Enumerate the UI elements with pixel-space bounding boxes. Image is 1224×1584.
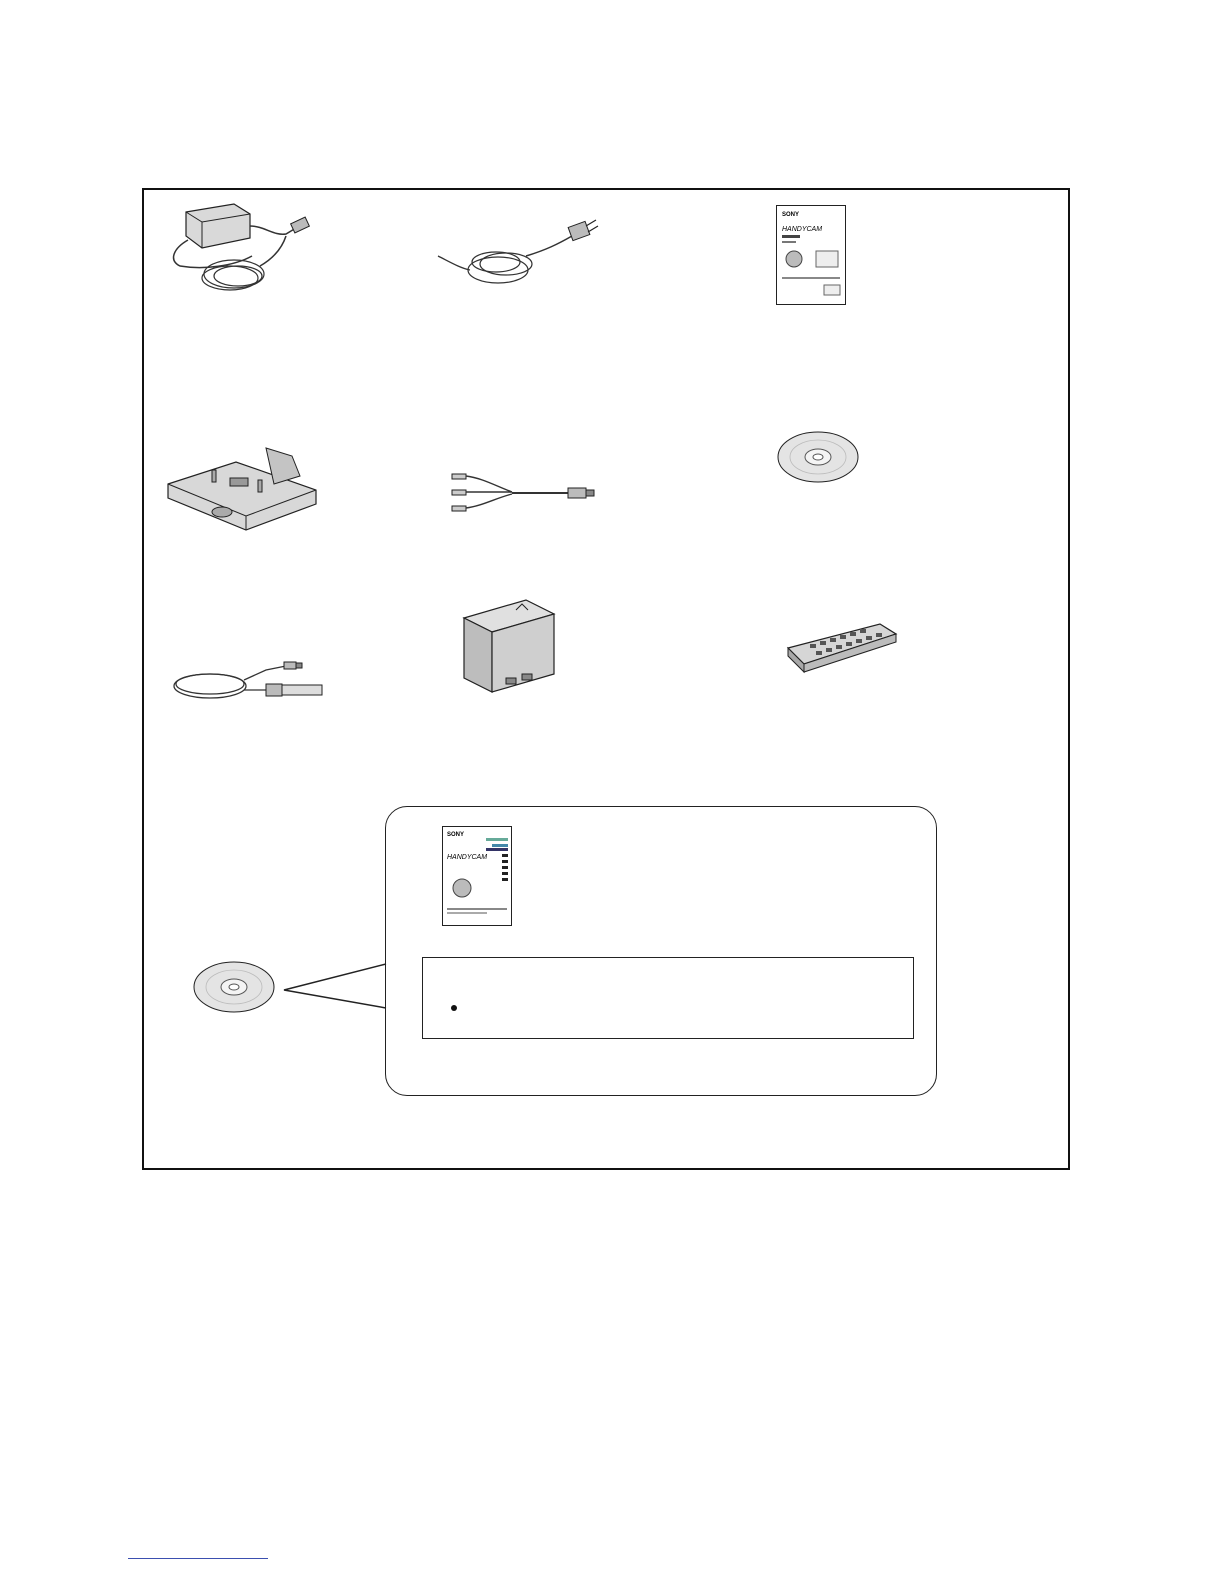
booklet-product-text: HANDYCAM: [782, 226, 823, 233]
docking-station-icon: [166, 442, 322, 532]
battery-pack-icon: [456, 596, 560, 696]
handbook-brand-text: SONY: [447, 832, 465, 838]
cd-rom-icon: [192, 960, 276, 1014]
power-cord-icon: [436, 204, 606, 294]
bullet-icon: [451, 1005, 457, 1011]
usb-cable-icon: [166, 650, 326, 702]
av-cable-icon: [442, 468, 602, 518]
note-box: [422, 957, 914, 1039]
manual-booklet-icon: [776, 205, 846, 305]
cd-rom-icon: [776, 430, 860, 484]
ac-adaptor-icon: [164, 196, 324, 300]
booklet-brand-text: SONY: [782, 212, 800, 218]
handbook-product-text: HANDYCAM: [447, 854, 488, 861]
remote-control-icon: [786, 620, 898, 676]
callout-pointer: [280, 960, 390, 1020]
handbook-booklet-icon: [442, 826, 512, 926]
footer-rule: [128, 1558, 268, 1559]
